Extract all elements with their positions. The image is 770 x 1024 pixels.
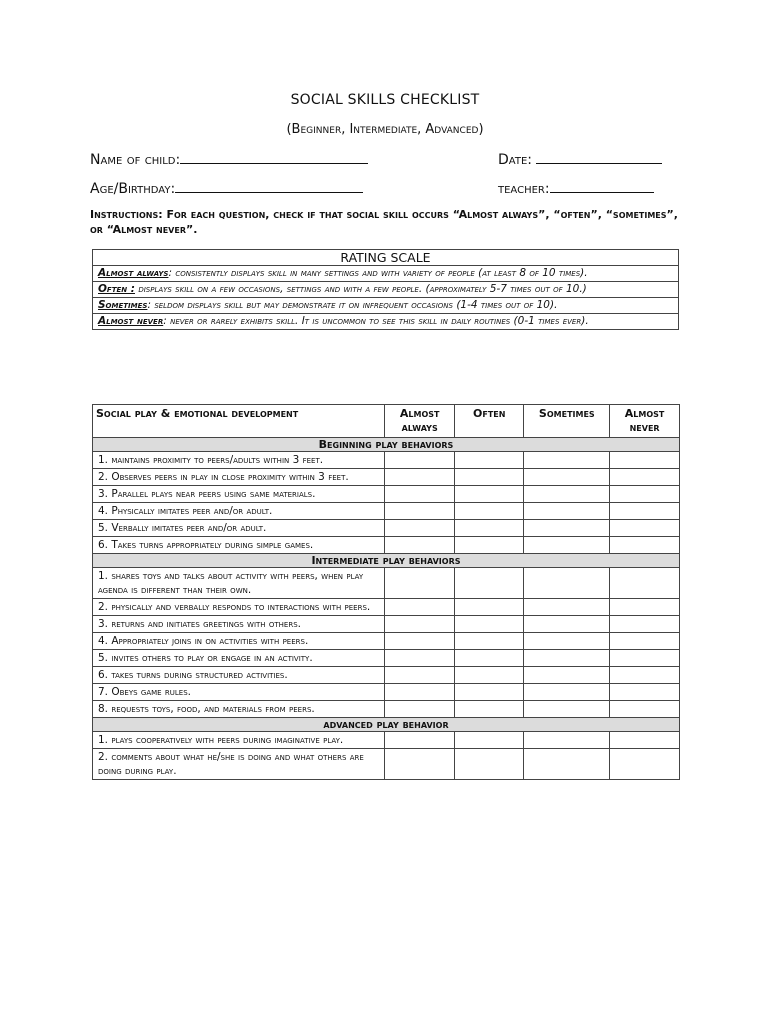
date-field bbox=[498, 150, 662, 168]
rating-cell-almost-always[interactable] bbox=[385, 633, 455, 650]
rating-cell-almost-never[interactable] bbox=[610, 633, 680, 650]
rating-row bbox=[93, 314, 679, 330]
rating-cell-almost-always[interactable] bbox=[385, 616, 455, 633]
rating-cell-often[interactable] bbox=[455, 503, 524, 520]
skills-checklist-table bbox=[92, 404, 680, 780]
skill-item: 4. Appropriately joins in on activities with peers. bbox=[93, 633, 385, 650]
instructions-text: Instructions: For each question, check if that social skill occurs “Almost always”, “often”, “sometimes”, or “Almost never”. bbox=[90, 208, 678, 236]
rating-cell-sometimes[interactable] bbox=[524, 568, 610, 599]
rating-cell-sometimes[interactable] bbox=[524, 469, 610, 486]
rating-cell-almost-never[interactable] bbox=[610, 520, 680, 537]
table-row bbox=[93, 633, 680, 650]
skill-item: 1. shares toys and talks about activity with peers, when play agenda is different than their own. bbox=[93, 568, 385, 599]
rating-cell-sometimes[interactable] bbox=[524, 520, 610, 537]
rating-cell-sometimes[interactable] bbox=[524, 749, 610, 780]
rating-cell-sometimes[interactable] bbox=[524, 599, 610, 616]
rating-scale-table bbox=[92, 249, 679, 330]
rating-cell-sometimes[interactable] bbox=[524, 667, 610, 684]
rating-cell-almost-never[interactable] bbox=[610, 568, 680, 599]
rating-desc: : consistently displays skill in many settings and with variety of people (at least 8 of 10 times). bbox=[168, 267, 588, 279]
rating-cell-sometimes[interactable] bbox=[524, 452, 610, 469]
rating-cell-almost-never[interactable] bbox=[610, 503, 680, 520]
rating-cell-almost-never[interactable] bbox=[610, 486, 680, 503]
rating-cell-almost-always[interactable] bbox=[385, 701, 455, 718]
skill-item: 7. Obeys game rules. bbox=[93, 684, 385, 701]
table-row bbox=[93, 732, 680, 749]
teacher-blank[interactable] bbox=[550, 179, 654, 193]
table-row bbox=[93, 599, 680, 616]
name-field bbox=[90, 150, 368, 168]
rating-cell-sometimes[interactable] bbox=[524, 486, 610, 503]
rating-cell-sometimes[interactable] bbox=[524, 633, 610, 650]
date-blank[interactable] bbox=[536, 150, 662, 164]
name-label: Name of child: bbox=[90, 152, 181, 168]
skill-item: 2. comments about what he/she is doing and what others are doing during play. bbox=[93, 749, 385, 780]
column-header-often: Often bbox=[455, 405, 524, 438]
rating-cell-often[interactable] bbox=[455, 684, 524, 701]
rating-desc: : seldom displays skill but may demonstrate it on infrequent occasions (1-4 times out of 10). bbox=[147, 299, 558, 311]
teacher-field bbox=[498, 179, 654, 197]
column-header-skill: Social play & emotional development bbox=[93, 405, 385, 438]
skill-item: 6. takes turns during structured activities. bbox=[93, 667, 385, 684]
rating-cell-often[interactable] bbox=[455, 650, 524, 667]
rating-cell-almost-never[interactable] bbox=[610, 599, 680, 616]
rating-cell-almost-never[interactable] bbox=[610, 469, 680, 486]
table-row bbox=[93, 684, 680, 701]
table-row bbox=[93, 452, 680, 469]
skill-item: 5. Verbally imitates peer and/or adult. bbox=[93, 520, 385, 537]
table-row bbox=[93, 469, 680, 486]
rating-cell-almost-always[interactable] bbox=[385, 537, 455, 554]
age-field bbox=[90, 179, 363, 197]
rating-cell-often[interactable] bbox=[455, 667, 524, 684]
rating-cell-almost-always[interactable] bbox=[385, 650, 455, 667]
rating-cell-almost-never[interactable] bbox=[610, 667, 680, 684]
name-blank[interactable] bbox=[180, 150, 368, 164]
table-row bbox=[93, 486, 680, 503]
rating-row bbox=[93, 266, 679, 282]
table-row bbox=[93, 568, 680, 599]
skill-item: 3. Parallel plays near peers using same materials. bbox=[93, 486, 385, 503]
rating-cell-often[interactable] bbox=[455, 520, 524, 537]
table-row bbox=[93, 749, 680, 780]
rating-cell-almost-never[interactable] bbox=[610, 732, 680, 749]
section-header-row bbox=[93, 438, 680, 452]
rating-cell-almost-always[interactable] bbox=[385, 732, 455, 749]
rating-row bbox=[93, 282, 679, 298]
rating-term: Often : bbox=[98, 283, 135, 295]
rating-cell-almost-always[interactable] bbox=[385, 749, 455, 780]
document-subtitle: (Beginner, Intermediate, Advanced) bbox=[286, 122, 484, 137]
column-header-almost-always: Almost always bbox=[385, 405, 455, 438]
rating-cell-sometimes[interactable] bbox=[524, 537, 610, 554]
rating-cell-often[interactable] bbox=[455, 599, 524, 616]
skill-item: 5. invites others to play or engage in an activity. bbox=[93, 650, 385, 667]
skill-item: 3. returns and initiates greetings with others. bbox=[93, 616, 385, 633]
rating-cell-often[interactable] bbox=[455, 633, 524, 650]
rating-cell-almost-always[interactable] bbox=[385, 452, 455, 469]
rating-cell-sometimes[interactable] bbox=[524, 732, 610, 749]
section-title: Beginning play behaviors bbox=[93, 438, 680, 452]
rating-cell-often[interactable] bbox=[455, 537, 524, 554]
rating-cell-almost-never[interactable] bbox=[610, 749, 680, 780]
column-header-sometimes: Sometimes bbox=[524, 405, 610, 438]
section-title: advanced play behavior bbox=[93, 718, 680, 732]
rating-cell-almost-always[interactable] bbox=[385, 469, 455, 486]
rating-cell-almost-never[interactable] bbox=[610, 701, 680, 718]
rating-desc: : never or rarely exhibits skill. It is uncommon to see this skill in daily routines (0-1 times ever). bbox=[163, 315, 589, 327]
rating-row bbox=[93, 298, 679, 314]
section-header-row bbox=[93, 554, 680, 568]
rating-cell-almost-always[interactable] bbox=[385, 503, 455, 520]
table-row bbox=[93, 667, 680, 684]
rating-scale-title: RATING SCALE bbox=[93, 250, 679, 266]
rating-cell-almost-always[interactable] bbox=[385, 599, 455, 616]
rating-cell-often[interactable] bbox=[455, 749, 524, 780]
table-row bbox=[93, 520, 680, 537]
rating-cell-almost-never[interactable] bbox=[610, 650, 680, 667]
skill-item: 4. Physically imitates peer and/or adult. bbox=[93, 503, 385, 520]
rating-cell-almost-always[interactable] bbox=[385, 486, 455, 503]
column-header-almost-never: Almost never bbox=[610, 405, 680, 438]
rating-cell-often[interactable] bbox=[455, 469, 524, 486]
rating-cell-almost-never[interactable] bbox=[610, 684, 680, 701]
section-header-row bbox=[93, 718, 680, 732]
rating-cell-almost-never[interactable] bbox=[610, 537, 680, 554]
rating-cell-almost-never[interactable] bbox=[610, 452, 680, 469]
rating-cell-almost-always[interactable] bbox=[385, 684, 455, 701]
rating-desc: displays skill on a few occasions, settings and with a few people. (approximately 5-7 times out of 10.) bbox=[134, 283, 587, 295]
skill-item: 1. maintains proximity to peers/adults within 3 feet. bbox=[93, 452, 385, 469]
rating-term: Sometimes bbox=[98, 299, 148, 311]
section-title: Intermediate play behaviors bbox=[93, 554, 680, 568]
skill-item: 2. physically and verbally responds to interactions with peers. bbox=[93, 599, 385, 616]
age-label: Age/Birthday: bbox=[90, 181, 176, 197]
skill-item: 6. Takes turns appropriately during simple games. bbox=[93, 537, 385, 554]
rating-cell-often[interactable] bbox=[455, 486, 524, 503]
rating-cell-often[interactable] bbox=[455, 616, 524, 633]
rating-cell-almost-always[interactable] bbox=[385, 667, 455, 684]
skill-item: 2. Observes peers in play in close proximity within 3 feet. bbox=[93, 469, 385, 486]
table-row bbox=[93, 650, 680, 667]
document-title: SOCIAL SKILLS CHECKLIST bbox=[290, 92, 480, 108]
table-row bbox=[93, 616, 680, 633]
rating-cell-almost-always[interactable] bbox=[385, 568, 455, 599]
rating-cell-often[interactable] bbox=[455, 701, 524, 718]
rating-cell-sometimes[interactable] bbox=[524, 701, 610, 718]
rating-cell-sometimes[interactable] bbox=[524, 503, 610, 520]
date-label: Date: bbox=[498, 152, 532, 168]
table-row bbox=[93, 503, 680, 520]
rating-cell-sometimes[interactable] bbox=[524, 650, 610, 667]
rating-cell-sometimes[interactable] bbox=[524, 684, 610, 701]
teacher-label: teacher: bbox=[498, 181, 550, 197]
skill-item: 8. requests toys, food, and materials from peers. bbox=[93, 701, 385, 718]
table-row bbox=[93, 701, 680, 718]
table-row bbox=[93, 537, 680, 554]
rating-cell-often[interactable] bbox=[455, 568, 524, 599]
rating-cell-often[interactable] bbox=[455, 732, 524, 749]
skill-item: 1. plays cooperatively with peers during imaginative play. bbox=[93, 732, 385, 749]
age-blank[interactable] bbox=[175, 179, 363, 193]
rating-term: Almost always bbox=[98, 267, 169, 279]
rating-cell-often[interactable] bbox=[455, 452, 524, 469]
rating-term: Almost never bbox=[98, 315, 164, 327]
rating-cell-almost-never[interactable] bbox=[610, 616, 680, 633]
rating-cell-sometimes[interactable] bbox=[524, 616, 610, 633]
rating-cell-almost-always[interactable] bbox=[385, 520, 455, 537]
